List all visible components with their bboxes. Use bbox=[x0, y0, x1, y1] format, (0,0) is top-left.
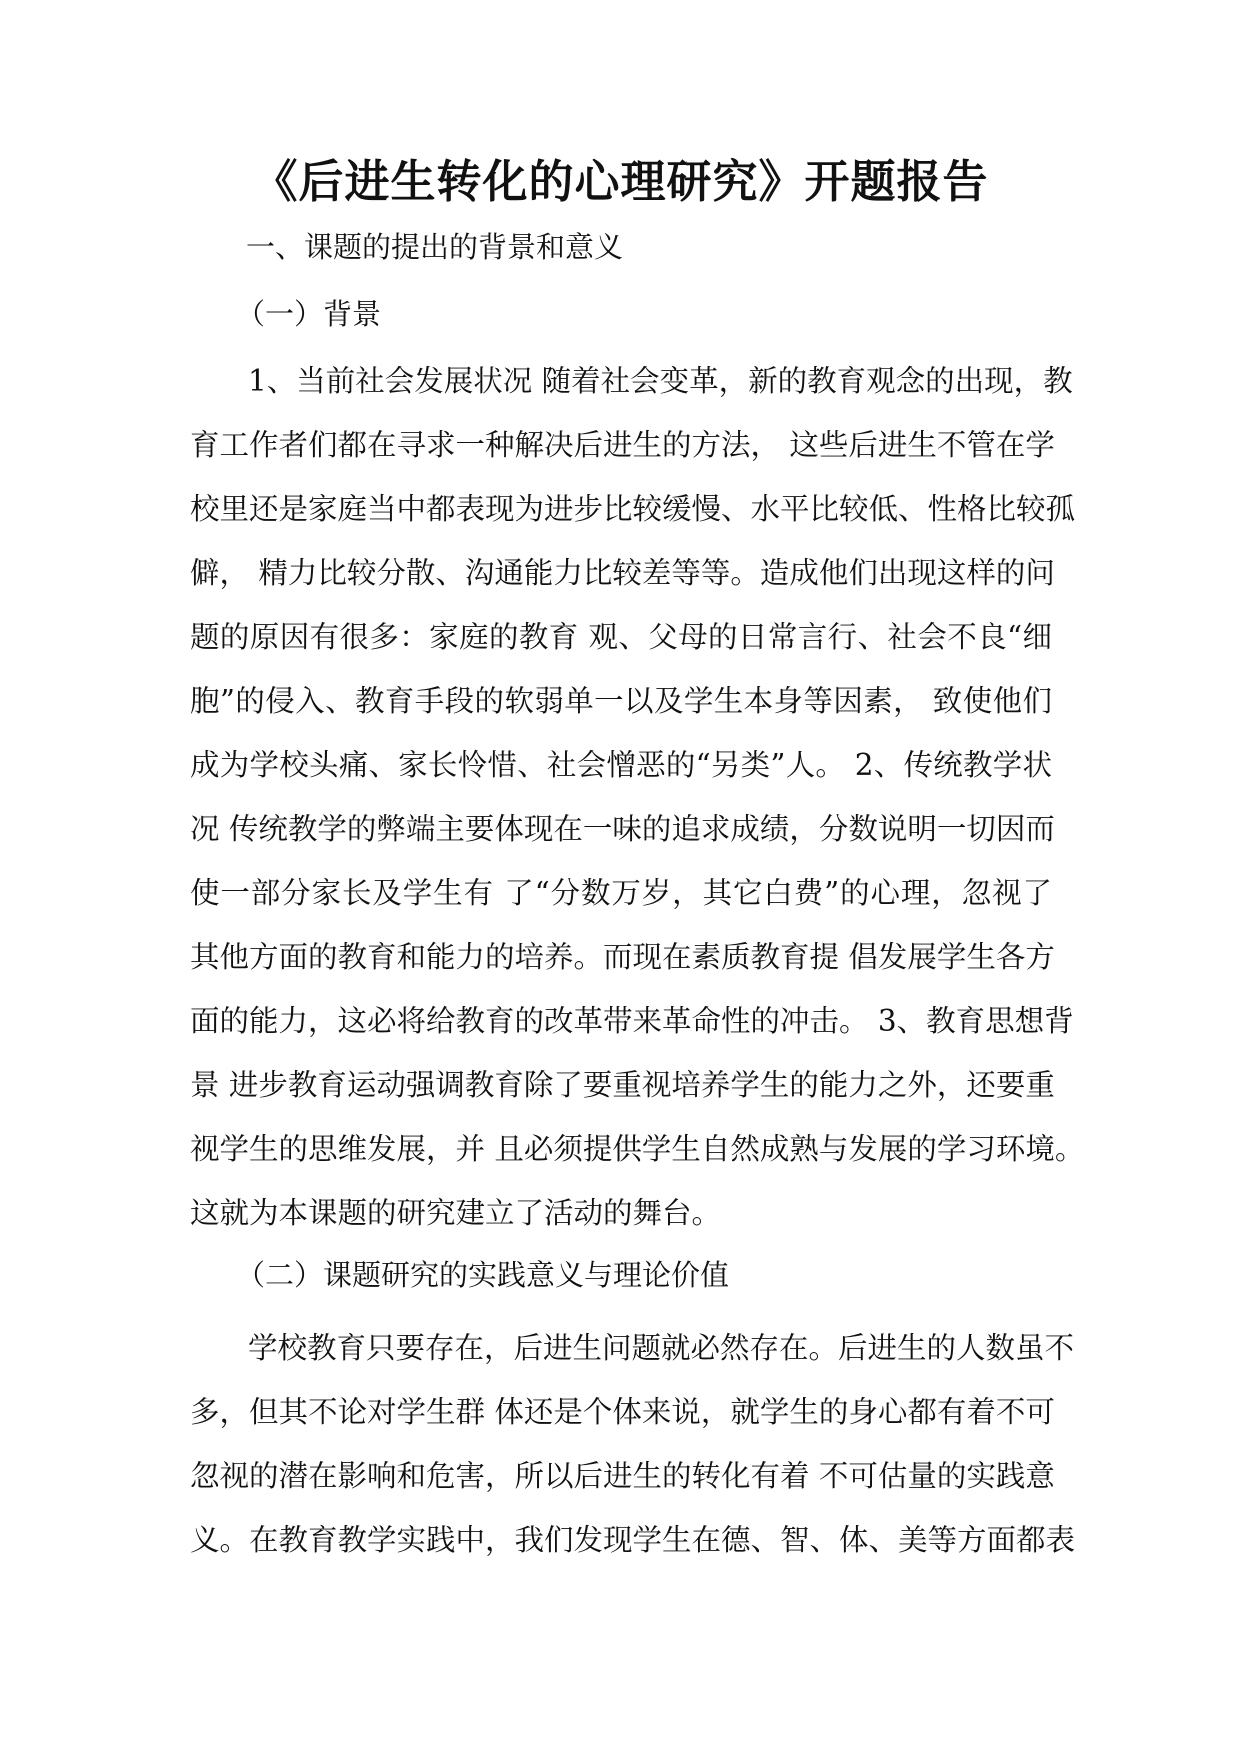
paragraph-line: 学校教育只要存在，后进生问题就必然存在。后进生的人数虽不 bbox=[248, 1331, 1075, 1365]
paragraph-line: 校里还是家庭当中都表现为进步比较缓慢、水平比较低、性格比较孤 bbox=[190, 492, 1076, 526]
paragraph-line: 面的能力，这必将给教育的改革带来革命性的冲击。 3、教育思想背 bbox=[190, 1004, 1074, 1038]
paragraph-line: 忽视的潜在影响和危害，所以后进生的转化有着 不可估量的实践意 bbox=[190, 1459, 1055, 1493]
paragraph-line: 题的原因有很多：家庭的教育 观、父母的日常言行、社会不良“细 bbox=[190, 620, 1052, 654]
paragraph-line: 1、当前社会发展状况 随着社会变革，新的教育观念的出现，教 bbox=[248, 364, 1073, 398]
paragraph-line: 况 传统教学的弊端主要体现在一味的追求成绩，分数说明一切因而 bbox=[190, 812, 1055, 846]
paragraph-line: 义。在教育教学实践中，我们发现学生在德、智、体、美等方面都表 bbox=[190, 1523, 1076, 1557]
paragraph-line: 景 进步教育运动强调教育除了要重视培养学生的能力之外，还要重 bbox=[190, 1068, 1055, 1102]
paragraph-line: 视学生的思维发展，并 且必须提供学生自然成熟与发展的学习环境。 bbox=[190, 1132, 1085, 1166]
subsection-heading-background: （一）背景 bbox=[236, 297, 382, 331]
paragraph-line: 多，但其不论对学生群 体还是个体来说，就学生的身心都有着不可 bbox=[190, 1395, 1055, 1429]
paragraph-line: 其他方面的教育和能力的培养。而现在素质教育提 倡发展学生各方 bbox=[190, 940, 1055, 974]
paragraph-practical-significance bbox=[190, 1316, 1076, 1572]
document-title: 《后进生转化的心理研究》开题报告 bbox=[252, 155, 989, 208]
section-heading-background-significance: 一、课题的提出的背景和意义 bbox=[246, 230, 624, 264]
paragraph-line: 胞”的侵入、教育手段的软弱单一以及学生本身等因素， 致使他们 bbox=[190, 684, 1052, 718]
paragraph-line: 使一部分家长及学生有 了“分数万岁，其它白费”的心理，忽视了 bbox=[190, 876, 1052, 910]
paragraph-line: 成为学校头痛、家长怜惜、社会憎恶的“另类”人。 2、传统教学状 bbox=[190, 748, 1052, 782]
paragraph-line: 僻， 精力比较分散、沟通能力比较差等等。造成他们出现这样的问 bbox=[190, 556, 1055, 590]
subsection-heading-practical-significance: （二）课题研究的实践意义与理论价值 bbox=[236, 1258, 730, 1292]
paragraph-line: 这就为本课题的研究建立了活动的舞台。 bbox=[190, 1196, 722, 1230]
paragraph-line: 育工作者们都在寻求一种解决后进生的方法， 这些后进生不管在学 bbox=[190, 428, 1055, 462]
paragraph-background bbox=[190, 349, 1085, 1245]
